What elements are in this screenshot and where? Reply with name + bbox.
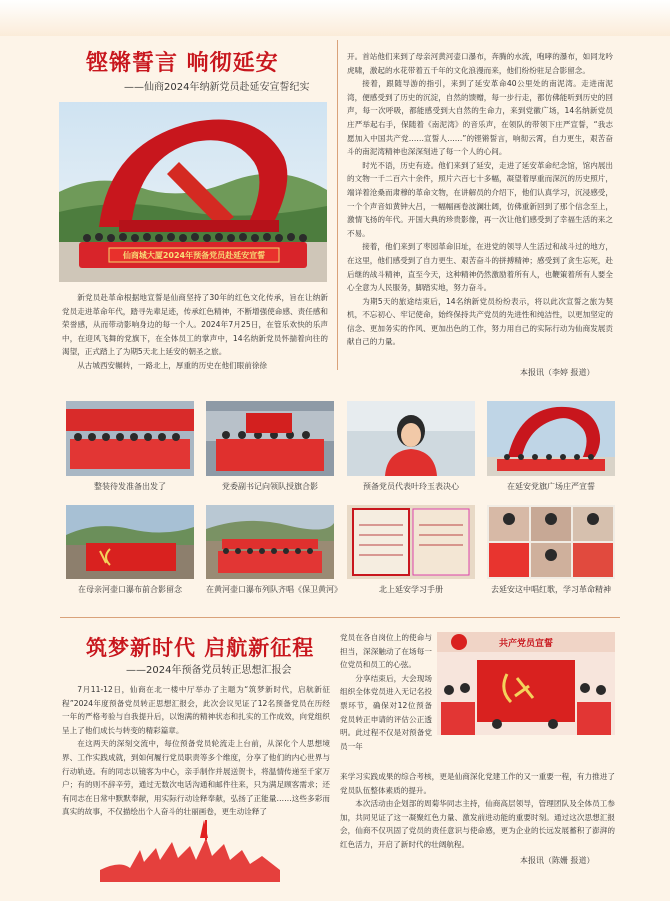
paragraph: 来学习实践成果的综合考核，更是仙商深化党建工作的又一重要一程，有力推进了党员队伍整体素质的提升。 (340, 772, 615, 795)
gallery-caption: 预备党员代表叶玲玉表决心 (363, 482, 459, 491)
oath-photo (437, 632, 615, 735)
article1-right-text (347, 50, 613, 349)
article2-title: 筑梦新时代 启航新征程 (86, 635, 315, 660)
paragraph: 分享结束后，大会现场组织全体党员进入无记名投票环节，确保对12位预备党员转正申请的评估公正透明。此过程不仅是对预备党员一年 (340, 673, 432, 751)
paragraph: 接着，跟随导游的指引，来到了延安革命40公里处的南泥湾。走进南泥湾，便感受到了历史的沉淀，自然的馈赠，每一步行走，都仿佛能听到历史的回声，每一次呼吸，都能感受到大自然的生命力，来到党徽广场，14名纳新党员庄严举起右手，保随着《南泥湾》的音乐声，在领队的带领下庄严宣誓，“我志愿加入中国共产党……宣誓人……”的铿锵誓言，响彻云霄，自力更生，艰苦奋斗的南泥湾精神也深深刻进了每一个人的心间。 (347, 79, 613, 157)
gallery-photo (206, 401, 334, 476)
article2-subtitle: ——2024年预备党员转正思想汇报会 (126, 665, 292, 676)
article1-title: 铿锵誓言 响彻延安 (86, 50, 279, 76)
gallery-caption: 在母亲河壶口瀑布前合影留念 (78, 585, 182, 594)
hero-photo (59, 102, 327, 282)
oath-banner-text: 共产党员宣誓 (498, 639, 554, 649)
red-silhouette-decoration (100, 820, 280, 882)
paragraph: 接着，他们来到了枣园革命旧址，在进党的领导人生活过和战斗过的地方，在这里，他们感受到了自力更生、艰苦奋斗的拼搏精神；感受到了贪生忘死，赴后继的战斗精神，直至今天，这种精神仍然激励着所有人，也鞭策着所有人要全心全意为人民服务，脚踏实地，努力奋斗。 (347, 242, 613, 293)
paragraph: 为期5天的旅途结束后，14名纳新党员纷纷表示，将以此次宣誓之旅为契机，不忘初心、牢记使命，始终保持共产党员的先进性和纯洁性，以更加坚定的信念、更加务实的作风、更加出色的工作，努力用自己的实际行动为仙商发展贡献自己的力量。 (347, 296, 613, 347)
paragraph: 开。首站他们来到了母亲河黄河壶口瀑布，奔腾的水流，咆哮的瀑布，如同龙吟虎啸，激起的水花带着五千年的文化浪漫而来，他们纷纷驻足合影留念。 (347, 52, 613, 75)
gallery-caption: 党委副书记向领队授旗合影 (222, 482, 318, 491)
column-divider (337, 40, 338, 370)
article1-left-text (62, 291, 328, 373)
gallery-photo (347, 505, 475, 579)
top-band (0, 0, 670, 36)
gallery-photo (487, 505, 615, 579)
gallery-photo (66, 505, 194, 579)
hero-photo-drawing (59, 102, 327, 282)
paragraph: 新党员赴革命根据地宣誓是仙商坚持了30年的红色文化传承，旨在让纳新党员走进革命年代，踏寻先辈足迹，传承红色精神，不断增强使命感、责任感和荣誉感，从而带动影响身边的每一个人。2024年7月25日，在管乐欢快的乐声中，在迎风飞舞的党旗下，在全体员工的掌声中，14名纳新党员怀揣着向往的渴望，正式踏上了为期5天北上延安的朝圣之旅。 (62, 293, 328, 357)
gallery-caption: 去延安这中唱红歌，学习革命精神 (491, 585, 611, 594)
gallery-caption: 北上延安学习手册 (379, 585, 443, 594)
gallery-photo (206, 505, 334, 579)
gallery-caption: 在延安党旗广场庄严宣誓 (507, 482, 595, 491)
gallery-caption: 整装待发准备出发了 (94, 482, 166, 491)
paragraph: 本次活动由企划部的周菊华同志主持，仙商高层领导，管理团队及全体员工参加，共同见证了这一凝聚红色力量、激发前进动能的重要时刻。通过这次思想汇报会，仙商不仅巩固了党员的责任意识与使命感，更为企业的长远发展蓄积了澎湃的红色活力，开启了新时代的壮阔航程。 (340, 799, 615, 849)
article1-subtitle: ——仙商2024年纳新党员赴延安宣誓纪实 (124, 82, 310, 93)
paragraph: 时光不语，历史有迹。他们来到了延安，走进了延安革命纪念馆，馆内展出的文物一千二百六十余件，照片六百七十多幅，凝望着厚重而深沉的历史照片，端详着沧桑而肃穆的革命文物，在讲解员的介绍下，他们认真学习，沉浸感受，一个个声音如黄钟大吕，一幅幅画卷波澜壮阔，仿佛重新回到了那个信念至上，激情飞扬的年代。开国大典的珍贵影像，再一次让他们感受到了幸福生活的来之不易。 (347, 160, 613, 238)
paragraph: 在这两天的深刻交流中，每位预备党员轮流走上台前，从深化个人思想境界、工作实践成就，到如何履行党员职责等多个维度，分享了他们的内心世界与行动轨迹。有的同志以镜客为中心，亲手制作并展送贺卡，将温情传递至千家万户；有的则不辞辛劳，通过无数次电话沟通和邮件往来，只为满足顾客需求；还有同志在日常中默默奉献，用实际行动诠释奉献，弘扬了正能量……这些多彩而真实的故事，不仅描绘出个人奋斗的壮丽画卷，更生动诠释了 (62, 739, 330, 817)
paragraph: 党员在各自岗位上的使命与担当，深深触动了在场每一位党员和员工的心弦。 (340, 633, 432, 670)
article1-byline: 本报讯（李婷 报道） (520, 368, 595, 377)
paragraph: 7月11-12日，仙商在北一楼中厅举办了主题为“筑梦新时代，启航新征程”2024年度预备党员转正思想汇报会，此次会议见证了12名预备党员在历经一年的严格考验与自我提升后，以饱满的精神状态和扎实的工作成效，向党组织呈上了他们成长与转变的精彩篇章。 (62, 685, 330, 735)
gallery-photo (66, 401, 194, 476)
gallery-photo (487, 401, 615, 476)
section-divider (60, 617, 620, 618)
gallery-photo (347, 401, 475, 476)
article2-full-text (340, 770, 615, 852)
gallery-caption: 在黄河壶口瀑布列队齐唱《保卫黄河》 (206, 585, 342, 594)
hero-banner-text: 仙商城大厦2024年预备党员赴延安宣誓 (122, 251, 266, 260)
article2-left-text (62, 683, 330, 819)
article2-byline: 本报讯（陈姗 报道） (520, 856, 595, 865)
article2-mid-text (340, 631, 432, 753)
paragraph: 从古城西安辗转，一路北上，厚重的历史在他们眼前徐徐 (77, 360, 268, 370)
